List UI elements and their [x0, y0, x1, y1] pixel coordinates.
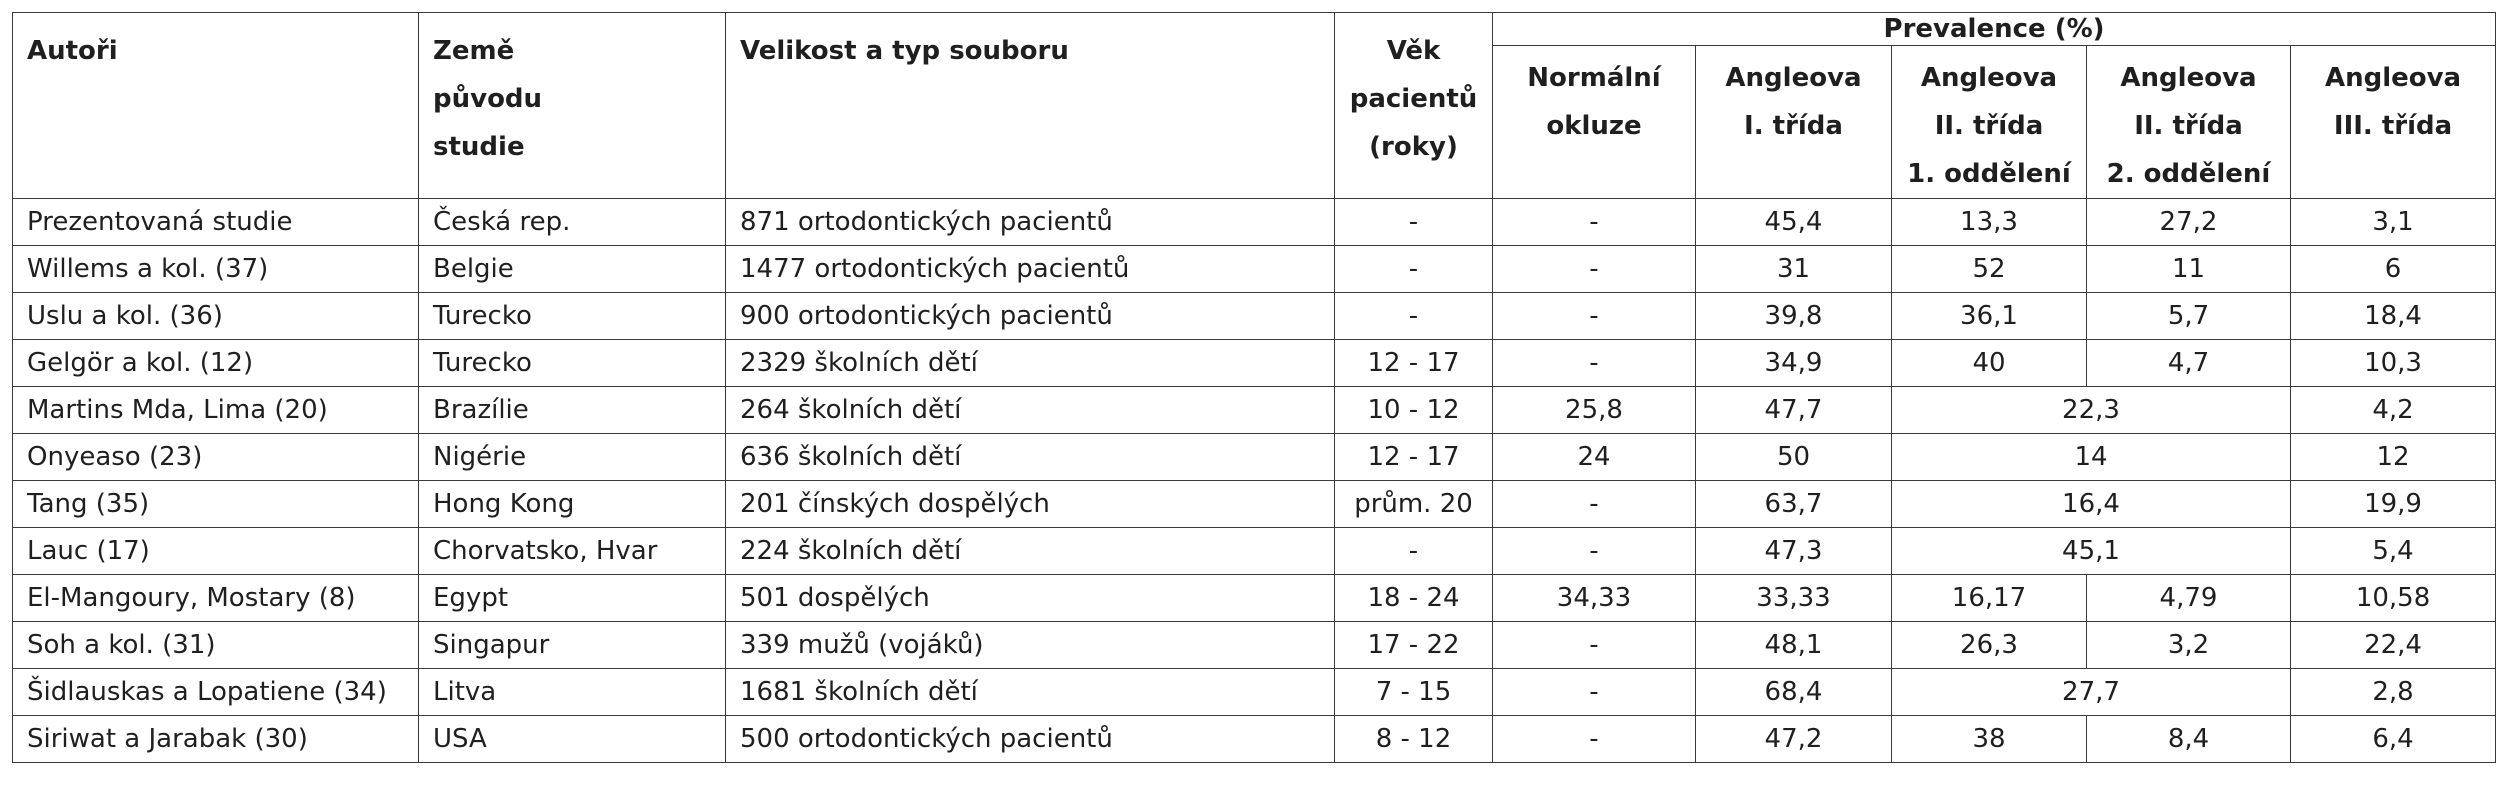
- cell-class-2-div-1: 16,17: [1892, 575, 2087, 622]
- cell-author: Tang (35): [13, 481, 419, 528]
- cell-class-3: 2,8: [2291, 669, 2496, 716]
- cell-country: Nigérie: [419, 434, 726, 481]
- cell-sample: 264 školních dětí: [726, 387, 1335, 434]
- cell-class-3: 6,4: [2291, 716, 2496, 763]
- cell-class-1: 50: [1696, 434, 1892, 481]
- cell-class-2-div-1: 13,3: [1892, 199, 2087, 246]
- cell-country: USA: [419, 716, 726, 763]
- cell-class-2-div-2: 8,4: [2087, 716, 2291, 763]
- cell-author: Uslu a kol. (36): [13, 293, 419, 340]
- cell-author: Martins Mda, Lima (20): [13, 387, 419, 434]
- table-body: [13, 199, 2496, 763]
- table-row: [13, 528, 2496, 575]
- table-row: [13, 246, 2496, 293]
- cell-class-2-div-2: 27,2: [2087, 199, 2291, 246]
- cell-normal-occlusion: -: [1493, 716, 1696, 763]
- cell-class-3: 19,9: [2291, 481, 2496, 528]
- cell-class-3: 12: [2291, 434, 2496, 481]
- cell-age: 18 - 24: [1335, 575, 1493, 622]
- table-row: [13, 575, 2496, 622]
- cell-class-1: 45,4: [1696, 199, 1892, 246]
- table-row: [13, 481, 2496, 528]
- cell-normal-occlusion: -: [1493, 340, 1696, 387]
- table-row: [13, 716, 2496, 763]
- cell-country: Brazílie: [419, 387, 726, 434]
- cell-age: 12 - 17: [1335, 340, 1493, 387]
- cell-normal-occlusion: 34,33: [1493, 575, 1696, 622]
- table-row: [13, 340, 2496, 387]
- cell-sample: 2329 školních dětí: [726, 340, 1335, 387]
- cell-age: 12 - 17: [1335, 434, 1493, 481]
- cell-author: Willems a kol. (37): [13, 246, 419, 293]
- cell-normal-occlusion: 24: [1493, 434, 1696, 481]
- cell-sample: 900 ortodontických pacientů: [726, 293, 1335, 340]
- cell-normal-occlusion: -: [1493, 199, 1696, 246]
- cell-class-1: 47,2: [1696, 716, 1892, 763]
- cell-class-2-div-2: 3,2: [2087, 622, 2291, 669]
- table-header: [13, 13, 2496, 199]
- table-row: [13, 434, 2496, 481]
- cell-class-3: 4,2: [2291, 387, 2496, 434]
- cell-normal-occlusion: -: [1493, 669, 1696, 716]
- cell-class-1: 48,1: [1696, 622, 1892, 669]
- cell-author: Prezentovaná studie: [13, 199, 419, 246]
- cell-age: prům. 20: [1335, 481, 1493, 528]
- cell-class-1: 47,7: [1696, 387, 1892, 434]
- cell-class-2-combined: 16,4: [1892, 481, 2291, 528]
- cell-sample: 871 ortodontických pacientů: [726, 199, 1335, 246]
- cell-class-2-div-2: 4,7: [2087, 340, 2291, 387]
- cell-sample: 500 ortodontických pacientů: [726, 716, 1335, 763]
- cell-class-3: 10,58: [2291, 575, 2496, 622]
- table-row: [13, 669, 2496, 716]
- cell-author: Lauc (17): [13, 528, 419, 575]
- cell-class-1: 68,4: [1696, 669, 1892, 716]
- cell-country: Litva: [419, 669, 726, 716]
- cell-author: Soh a kol. (31): [13, 622, 419, 669]
- cell-normal-occlusion: -: [1493, 622, 1696, 669]
- cell-class-2-combined: 27,7: [1892, 669, 2291, 716]
- cell-sample: 1681 školních dětí: [726, 669, 1335, 716]
- cell-class-2-div-2: 11: [2087, 246, 2291, 293]
- cell-class-2-div-1: 38: [1892, 716, 2087, 763]
- cell-class-1: 63,7: [1696, 481, 1892, 528]
- cell-age: 8 - 12: [1335, 716, 1493, 763]
- cell-country: Singapur: [419, 622, 726, 669]
- cell-class-3: 6: [2291, 246, 2496, 293]
- cell-class-1: 47,3: [1696, 528, 1892, 575]
- cell-sample: 339 mužů (vojáků): [726, 622, 1335, 669]
- cell-class-2-combined: 22,3: [1892, 387, 2291, 434]
- cell-age: 17 - 22: [1335, 622, 1493, 669]
- table-row: [13, 293, 2496, 340]
- cell-class-1: 31: [1696, 246, 1892, 293]
- cell-country: Turecko: [419, 340, 726, 387]
- cell-country: Turecko: [419, 293, 726, 340]
- cell-author: Gelgör a kol. (12): [13, 340, 419, 387]
- cell-class-1: 34,9: [1696, 340, 1892, 387]
- cell-class-2-div-1: 26,3: [1892, 622, 2087, 669]
- table-row: [13, 387, 2496, 434]
- cell-normal-occlusion: 25,8: [1493, 387, 1696, 434]
- cell-age: -: [1335, 199, 1493, 246]
- cell-age: -: [1335, 246, 1493, 293]
- cell-class-2-div-1: 52: [1892, 246, 2087, 293]
- cell-age: 7 - 15: [1335, 669, 1493, 716]
- header-sample: Velikost a typ souboru: [726, 13, 1335, 199]
- cell-class-3: 3,1: [2291, 199, 2496, 246]
- header-age: Věk pacientů (roky): [1335, 13, 1493, 199]
- cell-age: -: [1335, 528, 1493, 575]
- table-row: [13, 622, 2496, 669]
- cell-author: Onyeaso (23): [13, 434, 419, 481]
- header-authors: Autoři: [13, 13, 419, 199]
- header-class-2-div-1: Angleova II. třída 1. oddělení: [1892, 46, 2087, 199]
- prevalence-table: [12, 12, 2496, 763]
- cell-age: -: [1335, 293, 1493, 340]
- cell-age: 10 - 12: [1335, 387, 1493, 434]
- cell-class-3: 10,3: [2291, 340, 2496, 387]
- cell-class-2-div-2: 5,7: [2087, 293, 2291, 340]
- table-row: [13, 199, 2496, 246]
- header-class-1: Angleova I. třída: [1696, 46, 1892, 199]
- cell-author: Šidlauskas a Lopatiene (34): [13, 669, 419, 716]
- cell-class-3: 22,4: [2291, 622, 2496, 669]
- cell-sample: 636 školních dětí: [726, 434, 1335, 481]
- cell-class-3: 5,4: [2291, 528, 2496, 575]
- cell-sample: 224 školních dětí: [726, 528, 1335, 575]
- cell-class-2-combined: 14: [1892, 434, 2291, 481]
- cell-class-1: 39,8: [1696, 293, 1892, 340]
- cell-normal-occlusion: -: [1493, 528, 1696, 575]
- cell-normal-occlusion: -: [1493, 246, 1696, 293]
- cell-country: Egypt: [419, 575, 726, 622]
- cell-country: Chorvatsko, Hvar: [419, 528, 726, 575]
- cell-sample: 1477 ortodontických pacientů: [726, 246, 1335, 293]
- cell-class-2-div-1: 40: [1892, 340, 2087, 387]
- header-class-2-div-2: Angleova II. třída 2. oddělení: [2087, 46, 2291, 199]
- cell-sample: 201 čínských dospělých: [726, 481, 1335, 528]
- header-class-3: Angleova III. třída: [2291, 46, 2496, 199]
- cell-normal-occlusion: -: [1493, 293, 1696, 340]
- cell-author: El-Mangoury, Mostary (8): [13, 575, 419, 622]
- header-normal-occlusion: Normální okluze: [1493, 46, 1696, 199]
- cell-class-2-combined: 45,1: [1892, 528, 2291, 575]
- cell-class-1: 33,33: [1696, 575, 1892, 622]
- cell-normal-occlusion: -: [1493, 481, 1696, 528]
- cell-class-2-div-1: 36,1: [1892, 293, 2087, 340]
- cell-country: Česká rep.: [419, 199, 726, 246]
- cell-class-3: 18,4: [2291, 293, 2496, 340]
- cell-country: Belgie: [419, 246, 726, 293]
- header-prevalence: Prevalence (%): [1493, 13, 2496, 46]
- cell-country: Hong Kong: [419, 481, 726, 528]
- cell-class-2-div-2: 4,79: [2087, 575, 2291, 622]
- cell-author: Siriwat a Jarabak (30): [13, 716, 419, 763]
- cell-sample: 501 dospělých: [726, 575, 1335, 622]
- header-country: Země původu studie: [419, 13, 726, 199]
